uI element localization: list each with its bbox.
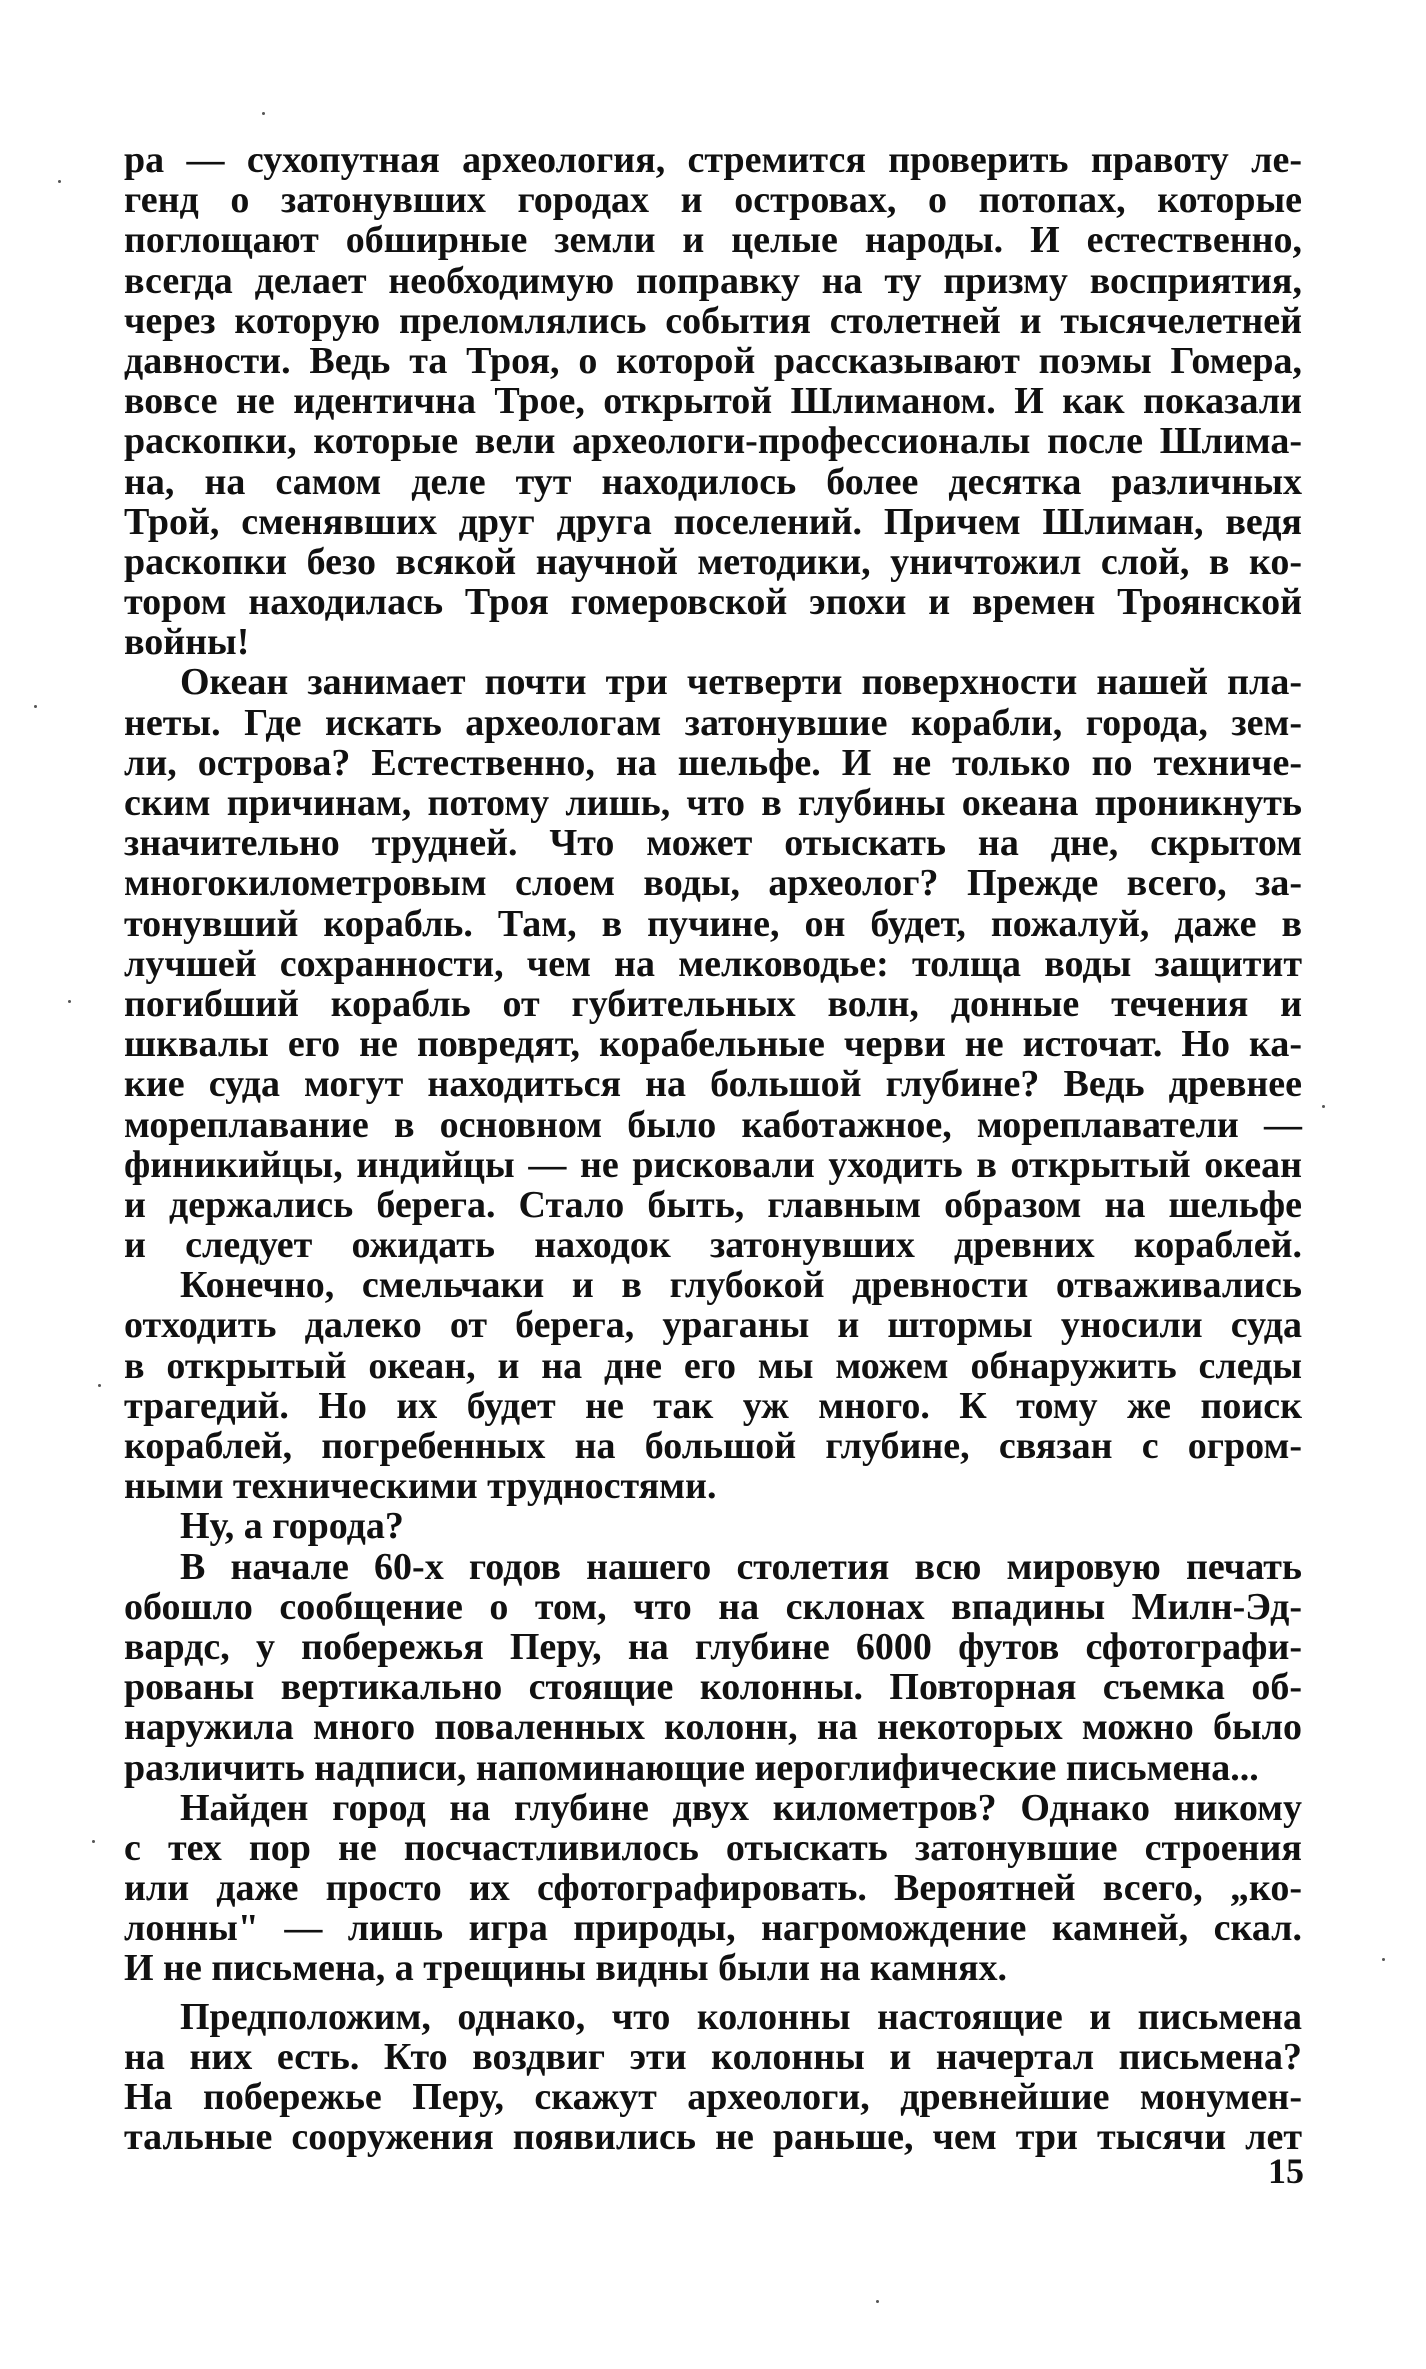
text-line: и следует ожидать находок затонувших древних кораблей. <box>124 1224 1302 1267</box>
text-line: на них есть. Кто воздвиг эти колонны и начертал письмена? <box>124 2035 1302 2078</box>
text-line: давности. Ведь та Троя, о которой рассказывают поэмы Гомера, <box>124 339 1302 382</box>
text-line: неты. Где искать археологам затонувшие корабли, города, зем- <box>124 701 1302 744</box>
scan-speck <box>262 112 265 115</box>
text-line: тальные сооружения появились не раньше, чем три тысячи лет <box>124 2116 1302 2159</box>
text-line: На побережье Перу, скажут археологи, древнейшие монумен- <box>124 2076 1302 2118</box>
text-line: отходить далеко от берега, ураганы и штормы уносили суда <box>124 1304 1302 1347</box>
text-line: ским причинам, потому лишь, что в глубины океана проникнуть <box>124 782 1302 824</box>
scan-speck <box>58 180 61 183</box>
text-line: В начале 60-х годов нашего столетия всю мировую печать <box>180 1545 1302 1588</box>
page-number: 15 <box>1268 2151 1304 2191</box>
text-line: тонувший корабль. Там, в пучине, он будет, пожалуй, даже в <box>124 902 1302 945</box>
scan-speck <box>68 1000 71 1003</box>
scan-speck <box>98 1384 101 1387</box>
text-line: в открытый океан, и на дне его мы можем обнаружить следы <box>124 1344 1302 1387</box>
text-line: Трой, сменявших друг друга поселений. Причем Шлиман, ведя <box>124 500 1302 543</box>
text-line: обошло сообщение о том, что на склонах впадины Милн-Эд- <box>124 1585 1302 1628</box>
text-line: Предположим, однако, что колонны настоящие и письмена <box>180 1995 1302 2038</box>
text-line: шквалы его не повредят, корабельные черви не источат. Но ка- <box>124 1023 1302 1066</box>
text-line: ными техническими трудностями. <box>124 1465 717 1508</box>
text-line: с тех пор не посчастливилось отыскать затонувшие строения <box>124 1826 1302 1869</box>
text-line: через которую преломлялись события столетней и тысячелетней <box>124 299 1302 342</box>
text-line: вовсе не идентична Трое, открытой Шлиманом. И как показали <box>124 380 1302 423</box>
scan-speck <box>1322 1105 1325 1108</box>
text-line: ли, острова? Естественно, на шельфе. И не только по техниче- <box>124 741 1302 784</box>
text-line: различить надписи, напоминающие иероглифические письмена... <box>124 1746 1259 1789</box>
text-line: войны! <box>124 621 250 664</box>
text-line: всегда делает необходимую поправку на ту призму восприятия, <box>124 259 1302 302</box>
page-text <box>124 140 1302 2157</box>
text-line: тором находилась Троя гомеровской эпохи и времен Троянской <box>124 581 1302 624</box>
text-line: на, на самом деле тут находилось более десятка различных <box>124 460 1302 503</box>
text-line: И не письмена, а трещины видны были на камнях. <box>124 1947 1008 1990</box>
text-line: кие суда могут находиться на большой глубине? Ведь древнее <box>124 1063 1302 1106</box>
scan-speck <box>92 1840 95 1843</box>
text-line: и держались берега. Стало быть, главным образом на шельфе <box>124 1183 1302 1226</box>
text-line: рованы вертикально стоящие колонны. Повторная съемка об- <box>124 1666 1302 1709</box>
text-line: поглощают обширные земли и целые народы. И естественно, <box>124 219 1302 262</box>
text-line: или даже просто их сфотографировать. Вероятней всего, „ко- <box>124 1867 1302 1910</box>
paragraph-1 <box>124 140 1302 662</box>
text-line: Ну, а города? <box>180 1505 404 1548</box>
text-line: Океан занимает почти три четверти поверхности нашей пла- <box>180 661 1302 704</box>
paragraph-4 <box>124 1506 1302 1546</box>
text-line: финикийцы, индийцы — не рисковали уходить в открытый океан <box>124 1143 1302 1186</box>
paragraph-7 <box>124 1997 1302 2158</box>
text-line: погибший корабль от губительных волн, донные течения и <box>124 982 1302 1025</box>
text-line: раскопки безо всякой научной методики, уничтожил слой, в ко- <box>124 540 1302 583</box>
scan-speck <box>876 2300 879 2303</box>
text-line: раскопки, которые вели археологи-профессионалы после Шлима- <box>124 420 1302 463</box>
paragraph-5 <box>124 1547 1302 1788</box>
text-line: ра — сухопутная археология, стремится проверить правоту ле- <box>124 139 1302 181</box>
paragraph-6 <box>124 1788 1302 1989</box>
text-line: генд о затонувших городах и островах, о потопах, которые <box>124 179 1302 222</box>
scan-speck <box>34 705 37 708</box>
text-line: лучшей сохранности, чем на мелководье: толща воды защитит <box>124 942 1302 985</box>
text-line: кораблей, погребенных на большой глубине, связан с огром- <box>124 1425 1302 1467</box>
scan-speck <box>1382 1958 1385 1961</box>
paragraph-2 <box>124 662 1302 1265</box>
text-line: значительно трудней. Что может отыскать на дне, скрытом <box>124 822 1302 865</box>
text-line: вардс, у побережья Перу, на глубине 6000 футов сфотографи- <box>124 1625 1302 1668</box>
text-line: лонны" — лишь игра природы, нагромождение камней, скал. <box>124 1907 1302 1950</box>
paragraph-3 <box>124 1265 1302 1506</box>
text-line: Найден город на глубине двух километров? Однако никому <box>180 1786 1302 1829</box>
text-line: трагедий. Но их будет не так уж много. К тому же поиск <box>124 1384 1302 1427</box>
text-line: наружила много поваленных колонн, на некоторых можно было <box>124 1706 1302 1749</box>
text-line: многокилометровым слоем воды, археолог? Прежде всего, за- <box>124 862 1302 905</box>
text-line: мореплавание в основном было каботажное, мореплаватели — <box>124 1103 1302 1146</box>
text-line: Конечно, смельчаки и в глубокой древности отваживались <box>180 1264 1302 1307</box>
